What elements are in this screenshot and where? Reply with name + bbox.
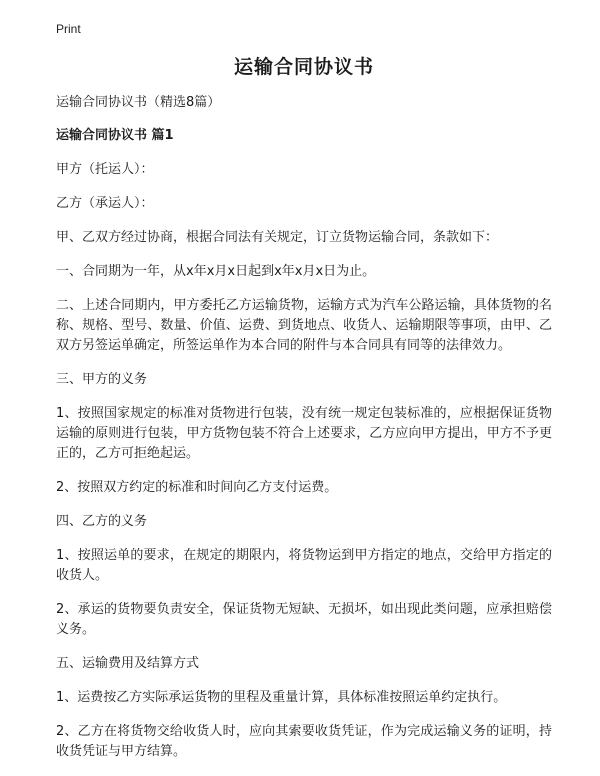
party-a-line: 甲方（托运人）：	[56, 162, 154, 177]
document-subtitle: 运输合同协议书（精选8篇）	[56, 95, 221, 110]
clause-1: 一、合同期为一年，从x年x月x日起到x年x月x日为止。	[56, 264, 376, 279]
party-b-line: 乙方（承运人）：	[56, 196, 154, 211]
section-heading: 运输合同协议书 篇1	[56, 128, 174, 143]
document-title: 运输合同协议书	[233, 56, 374, 78]
clause-3-heading: 三、甲方的义务	[56, 372, 148, 387]
document-body	[56, 93, 552, 776]
clause-5-item-2: 2、乙方在将货物交给收货人时，应向其索要收货凭证，作为完成运输义务的证明，持收货凭证与甲方结算。	[56, 724, 552, 759]
clause-3-item-2: 2、按照双方约定的标准和时间向乙方支付运费。	[56, 480, 338, 495]
intro-paragraph: 甲、乙双方经过协商，根据合同法有关规定，订立货物运输合同，条款如下：	[56, 230, 499, 245]
print-link[interactable]: Print	[56, 22, 81, 36]
clause-2: 二、上述合同期内，甲方委托乙方运输货物，运输方式为汽车公路运输，具体货物的名称、规格、型号、数量、价值、运费、到货地点、收货人、运输期限等事项，由甲、乙双方另签运单确定，所签运单作为本合同的附件与本合同具有同等的法律效力。	[56, 298, 552, 353]
clause-4-heading: 四、乙方的义务	[56, 514, 148, 529]
clause-3-item-1: 1、按照国家规定的标准对货物进行包装，没有统一规定包装标准的，应根据保证货物运输的原则进行包装，甲方货物包装不符合上述要求，乙方应向甲方提出，甲方不予更正的，乙方可拒绝起运。	[56, 406, 552, 461]
clause-5-item-1: 1、运费按乙方实际承运货物的里程及重量计算，具体标准按照运单约定执行。	[56, 690, 507, 705]
clause-5-heading: 五、运输费用及结算方式	[56, 656, 200, 671]
clause-4-item-2: 2、承运的货物要负责安全，保证货物无短缺、无损坏，如出现此类问题，应承担赔偿义务。	[56, 602, 552, 637]
clause-4-item-1: 1、按照运单的要求，在规定的期限内，将货物运到甲方指定的地点，交给甲方指定的收货人。	[56, 548, 552, 583]
